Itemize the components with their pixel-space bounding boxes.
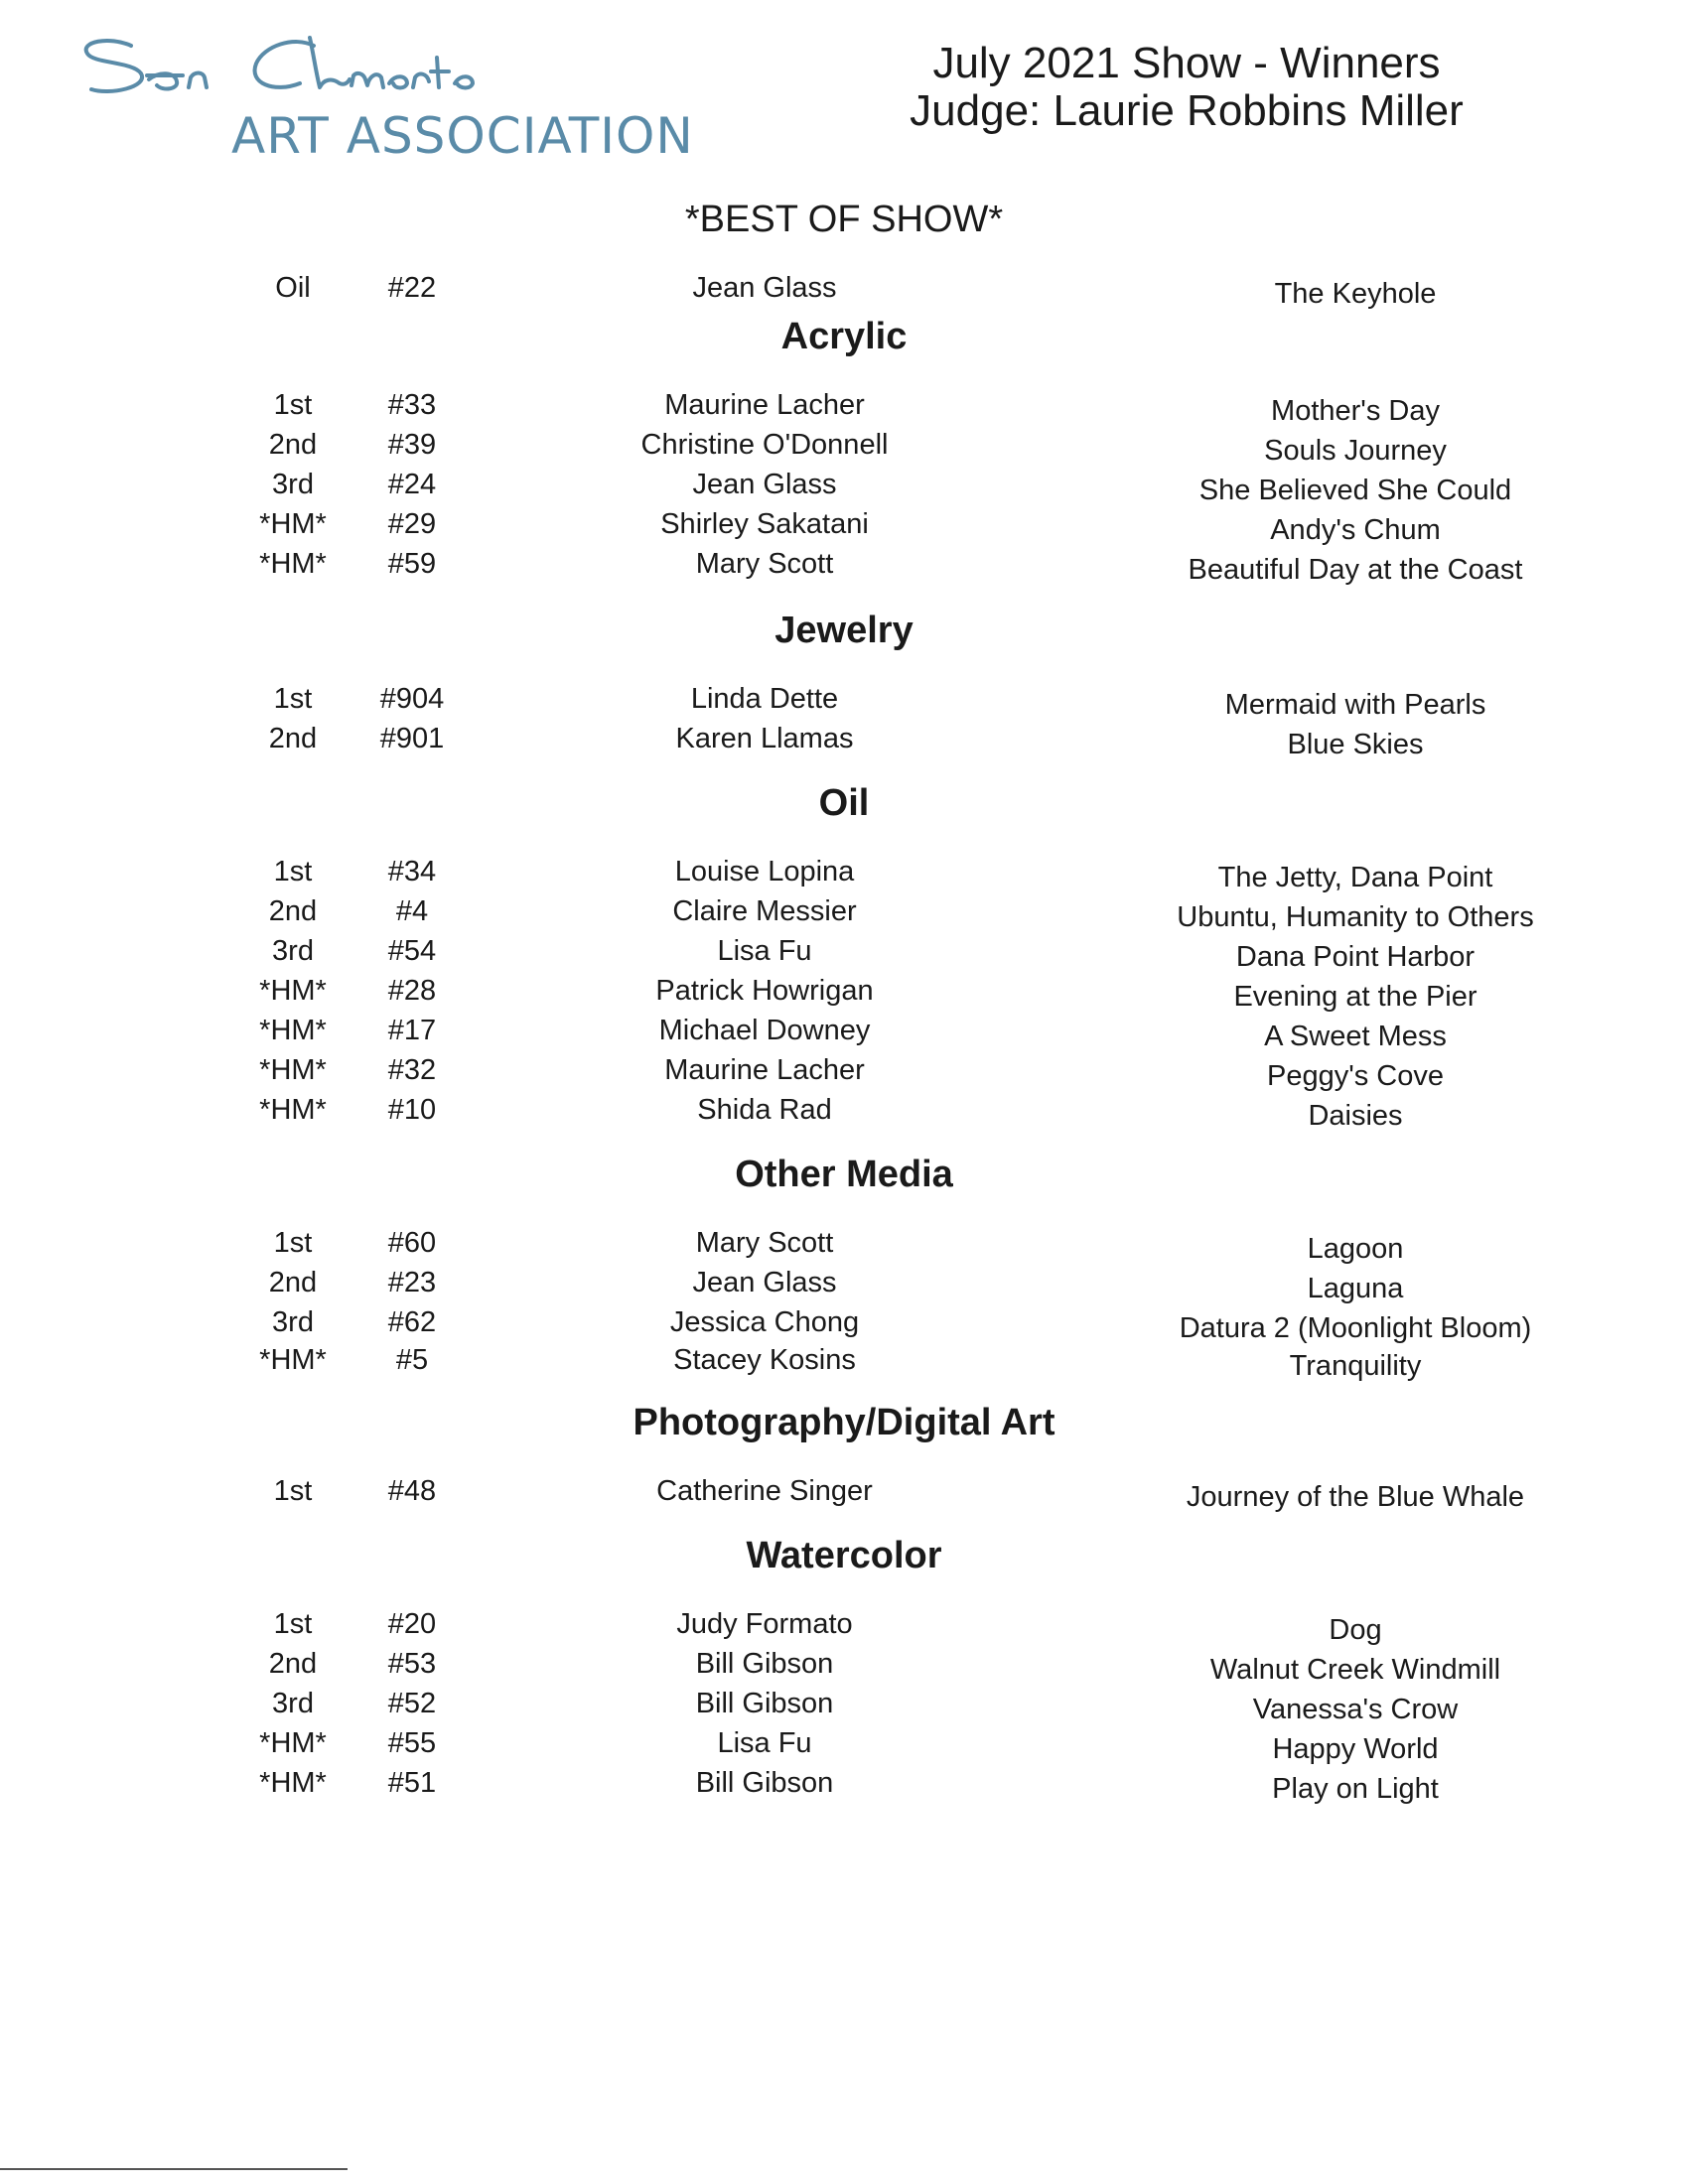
entry-artist: Shirley Sakatani (660, 508, 869, 540)
entry-number: #53 (387, 1648, 437, 1680)
table-row (0, 683, 1688, 723)
entry-artist: Michael Downey (658, 1015, 871, 1046)
entry-artist: Mary Scott (695, 548, 834, 580)
entry-number: #52 (387, 1688, 437, 1719)
entry-number: #4 (395, 895, 429, 927)
category-heading-acrylic: Acrylic (780, 316, 908, 357)
entry-artist: Lisa Fu (717, 1727, 812, 1759)
entry-number: #60 (387, 1227, 437, 1259)
table-row (0, 856, 1688, 895)
entry-title: Ubuntu, Humanity to Others (1177, 901, 1534, 933)
entry-number: #29 (387, 508, 437, 540)
entry-number: #59 (387, 548, 437, 580)
table-row (0, 1475, 1688, 1515)
entry-number: #33 (387, 389, 437, 421)
table-row (0, 895, 1688, 935)
table-row (0, 1344, 1688, 1384)
category-heading-jewelry: Jewelry (774, 610, 914, 651)
entry-title: Datura 2 (Moonlight Bloom) (1179, 1312, 1532, 1344)
table-row (0, 1767, 1688, 1807)
entry-artist: Jean Glass (692, 469, 837, 500)
entry-artist: Maurine Lacher (664, 1054, 865, 1086)
entry-artist: Jean Glass (692, 272, 837, 304)
entry-artist: Lisa Fu (717, 935, 812, 967)
category-heading-photography: Photography/Digital Art (633, 1402, 1055, 1443)
entry-title: The Jetty, Dana Point (1217, 862, 1493, 893)
entry-artist: Bill Gibson (695, 1688, 834, 1719)
entry-number: #34 (387, 856, 437, 887)
entry-title: Blue Skies (1287, 729, 1424, 760)
entry-artist: Shida Rad (697, 1094, 832, 1126)
entry-title: The Keyhole (1274, 278, 1437, 310)
entry-number: #54 (387, 935, 437, 967)
entry-place: *HM* (259, 975, 327, 1007)
entry-place: *HM* (259, 1344, 327, 1376)
table-row (0, 1227, 1688, 1267)
entry-title: She Believed She Could (1198, 475, 1512, 506)
logo (79, 28, 694, 167)
table-row (0, 1015, 1688, 1054)
table-row (0, 1267, 1688, 1306)
entry-artist: Patrick Howrigan (655, 975, 874, 1007)
judge-line: Judge: Laurie Robbins Miller (910, 86, 1464, 135)
table-row (0, 469, 1688, 508)
entry-number: #20 (387, 1608, 437, 1640)
entry-number: #10 (387, 1094, 437, 1126)
entry-place: 2nd (268, 895, 318, 927)
entry-place: *HM* (259, 1054, 327, 1086)
entry-title: Peggy's Cove (1266, 1060, 1445, 1092)
entry-title: Vanessa's Crow (1252, 1694, 1459, 1725)
category-heading-oil: Oil (818, 782, 870, 824)
entry-title: Mother's Day (1271, 395, 1440, 427)
entry-place: *HM* (259, 548, 327, 580)
entry-artist: Bill Gibson (695, 1767, 834, 1799)
entry-number: #28 (387, 975, 437, 1007)
table-row (0, 1608, 1688, 1648)
entry-title: Tranquility (1289, 1350, 1422, 1382)
table-row (0, 723, 1688, 762)
entry-artist: Louise Lopina (674, 856, 855, 887)
entry-number: #55 (387, 1727, 437, 1759)
entry-place: 1st (273, 856, 313, 887)
entry-title: A Sweet Mess (1264, 1021, 1447, 1052)
entry-number: #901 (379, 723, 445, 754)
entry-number: #62 (387, 1306, 437, 1338)
entry-title: Dog (1329, 1614, 1382, 1646)
entry-title: Lagoon (1307, 1233, 1404, 1265)
entry-artist: Bill Gibson (695, 1648, 834, 1680)
entry-place: 2nd (268, 1648, 318, 1680)
entry-number: #17 (387, 1015, 437, 1046)
entry-place: *HM* (259, 508, 327, 540)
entry-place: 3rd (272, 1688, 314, 1719)
table-row (0, 548, 1688, 588)
entry-title: Happy World (1272, 1733, 1439, 1765)
entry-title: Souls Journey (1264, 435, 1447, 467)
entry-place: 2nd (268, 429, 318, 461)
entry-title: Beautiful Day at the Coast (1188, 554, 1523, 586)
table-row (0, 389, 1688, 429)
entry-number: #22 (387, 272, 437, 304)
best-of-show-row (0, 272, 1688, 312)
entry-artist: Maurine Lacher (664, 389, 865, 421)
table-row (0, 1306, 1688, 1346)
entry-place: 3rd (272, 469, 314, 500)
entry-number: #24 (387, 469, 437, 500)
entry-number: #48 (387, 1475, 437, 1507)
entry-title: Evening at the Pier (1233, 981, 1477, 1013)
category-heading-watercolor: Watercolor (746, 1535, 942, 1576)
table-row (0, 1054, 1688, 1094)
table-row (0, 1688, 1688, 1727)
entry-number: #23 (387, 1267, 437, 1298)
entry-place: 1st (273, 683, 313, 715)
table-row (0, 935, 1688, 975)
table-row (0, 1648, 1688, 1688)
entry-title: Daisies (1308, 1100, 1403, 1132)
entry-place: Oil (275, 272, 311, 304)
entry-title: Mermaid with Pearls (1224, 689, 1486, 721)
entry-number: #39 (387, 429, 437, 461)
entry-place: 2nd (268, 1267, 318, 1298)
entry-artist: Stacey Kosins (673, 1344, 856, 1376)
entry-artist: Christine O'Donnell (640, 429, 889, 461)
logo-script-wordmark (79, 28, 496, 107)
entry-place: 2nd (268, 723, 318, 754)
entry-number: #5 (395, 1344, 429, 1376)
entry-title: Journey of the Blue Whale (1186, 1481, 1525, 1513)
entry-artist: Mary Scott (695, 1227, 834, 1259)
entry-title: Andy's Chum (1270, 514, 1441, 546)
entry-place: 1st (273, 1227, 313, 1259)
entry-title: Dana Point Harbor (1235, 941, 1476, 973)
entry-place: *HM* (259, 1727, 327, 1759)
table-row (0, 1727, 1688, 1767)
entry-number: #51 (387, 1767, 437, 1799)
best-of-show-heading: *BEST OF SHOW* (684, 199, 1004, 240)
scan-edge-line (0, 2168, 348, 2170)
category-heading-other-media: Other Media (735, 1154, 953, 1195)
table-row (0, 1094, 1688, 1134)
entry-artist: Karen Llamas (675, 723, 854, 754)
entry-place: *HM* (259, 1015, 327, 1046)
table-row (0, 508, 1688, 548)
entry-title: Play on Light (1272, 1773, 1439, 1805)
entry-artist: Jessica Chong (669, 1306, 860, 1338)
entry-place: 3rd (272, 1306, 314, 1338)
entry-artist: Jean Glass (692, 1267, 837, 1298)
entry-artist: Catherine Singer (656, 1475, 873, 1507)
entry-place: 3rd (272, 935, 314, 967)
table-row (0, 975, 1688, 1015)
entry-title: Walnut Creek Windmill (1209, 1654, 1501, 1686)
entry-number: #32 (387, 1054, 437, 1086)
table-row (0, 429, 1688, 469)
entry-place: *HM* (259, 1767, 327, 1799)
entry-title: Laguna (1307, 1273, 1404, 1304)
entry-place: *HM* (259, 1094, 327, 1126)
entry-artist: Linda Dette (690, 683, 839, 715)
entry-place: 1st (273, 1475, 313, 1507)
logo-subtitle: ART ASSOCIATION (231, 107, 694, 165)
entry-number: #904 (379, 683, 445, 715)
entry-artist: Judy Formato (676, 1608, 853, 1640)
entry-place: 1st (273, 1608, 313, 1640)
page-title: July 2021 Show - Winners (932, 39, 1441, 87)
entry-artist: Claire Messier (672, 895, 857, 927)
entry-place: 1st (273, 389, 313, 421)
